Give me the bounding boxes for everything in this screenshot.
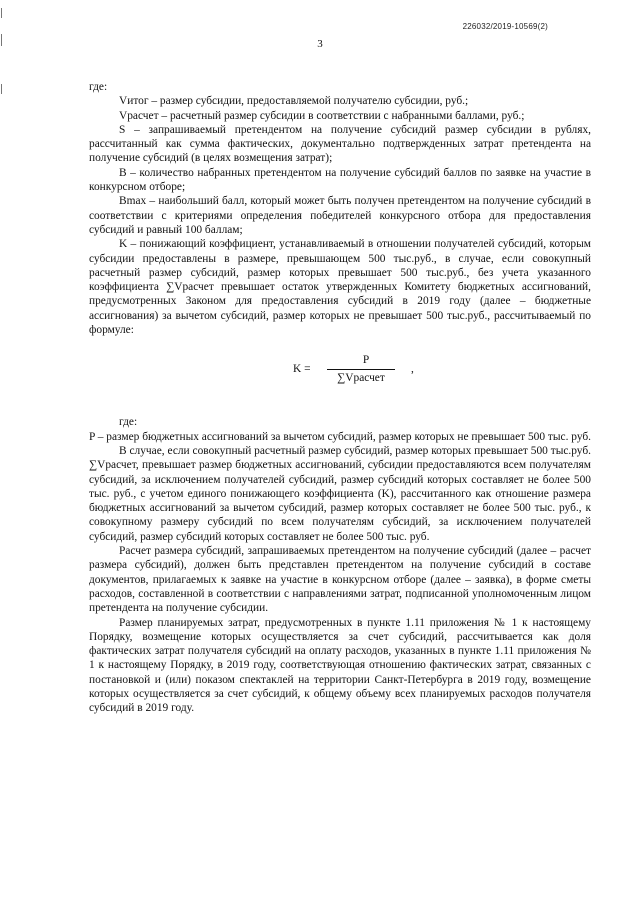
paragraph-case: В случае, если совокупный расчетный размер субсидий, размер которых превышает 500 тыс.руб. ∑Vрасчет, превышает размер бюджетных ассигнований, субсидии предоставляются всем получателям субсидий, за исключением получателей субсидий, размер субсидий которых составляет не более 500 тыс. руб., с учетом единого понижающего коэффициента (K), рассчитанного как отношение размера бюджетных ассигнований за вычетом субсидий, размер которых составляет не более 500 тыс. руб., к совокупному размеру субсидий по всем получателям субсидий, за исключением получателей субсидий, размер субсидий которых составляет не более 500 тыс. руб. bbox=[89, 444, 591, 543]
formula-comma: , bbox=[411, 363, 414, 376]
fraction-bar bbox=[327, 369, 395, 370]
formula-lhs: K = bbox=[293, 363, 311, 376]
formula-fraction bbox=[327, 353, 395, 385]
page-number: 3 bbox=[317, 38, 323, 50]
scan-edge-mark bbox=[1, 8, 2, 18]
paragraph-v-raschet: Vрасчет – расчетный размер субсидии в соответствии с набранными баллами, руб.; bbox=[119, 109, 525, 122]
paragraph-s: S – запрашиваемый претендентом на получение субсидий размер субсидии в рублях, рассчитанный как сумма фактических, документально подтвержденных затрат претендента на получение субсидий (в целях возмещения затрат); bbox=[89, 123, 591, 165]
paragraph-where-2: где: bbox=[119, 416, 138, 429]
paragraph-planned-costs: Размер планируемых затрат, предусмотренных в пункте 1.11 приложения № 1 к настоящему Порядку, возмещение которых осуществляется за счет субсидий, рассчитывается как доля фактических затрат получателя субсидий на оплату расходов, указанных в пункте 1.11 приложения № 1 к настоящему Порядку, в 2019 году, соответствующая отношению фактических затрат, связанных с постановкой и (или) показом спектаклей на территории Санкт-Петербурга в 2019 году, возмещение которых осуществляется за счет субсидий, к общему объему всех планируемых расходов получателя субсидий в 2019 году. bbox=[89, 616, 591, 715]
paragraph-bmax: Bmax – наибольший балл, который может быть получен претендентом на получение субсидий в соответствии с критериями определения победителей конкурсного отбора для предоставления субсидий и равный 100 баллам; bbox=[89, 195, 591, 236]
document-number: 226032/2019-10569(2) bbox=[462, 22, 548, 31]
scan-edge-mark bbox=[1, 84, 2, 94]
document-body bbox=[89, 80, 591, 716]
paragraph-k: K – понижающий коэффициент, устанавливаемый в отношении получателей субсидий, которым субсидии предоставлены в размере, превышающем 500 тыс.руб., в случае, если совокупный расчетный размер субсидий, размер которых превышает 500 тыс.руб., без учета указанного коэффициента ∑Vрасчет превышает остаток утвержденных Комитету бюджетных ассигнований, предусмотренных Законом для предоставления субсидий в 2019 году (далее – бюджетные ассигнования) за вычетом субсидий, размер которых не превышает 500 тыс.руб., рассчитываемый по формуле: bbox=[89, 238, 591, 337]
paragraph-p: P – размер бюджетных ассигнований за вычетом субсидий, размер которых не превышает 500 тыс. руб. bbox=[89, 430, 592, 443]
formula-numerator: P bbox=[362, 354, 370, 367]
formula-k bbox=[89, 337, 591, 415]
paragraph-calculation: Расчет размера субсидий, запрашиваемых претендентом на получение субсидий (далее – расчет размера субсидий), должен быть представлен претендентом на получение субсидий в составе документов, прилагаемых к заявке на участие в конкурсном отборе (далее – заявка), в форме сметы расходов, составленной в соответствии с направлениями затрат, подписанной уполномоченным лицом претендента на получение субсидии. bbox=[89, 545, 591, 615]
paragraph-where: где: bbox=[89, 81, 108, 93]
formula-denominator: ∑Vрасчет bbox=[337, 371, 385, 384]
paragraph-v-itog: Vитог – размер субсидии, предоставляемой получателю субсидии, руб.; bbox=[119, 95, 469, 108]
paragraph-b: B – количество набранных претендентом на получение субсидий баллов по заявке на участие в конкурсном отборе; bbox=[89, 166, 591, 194]
